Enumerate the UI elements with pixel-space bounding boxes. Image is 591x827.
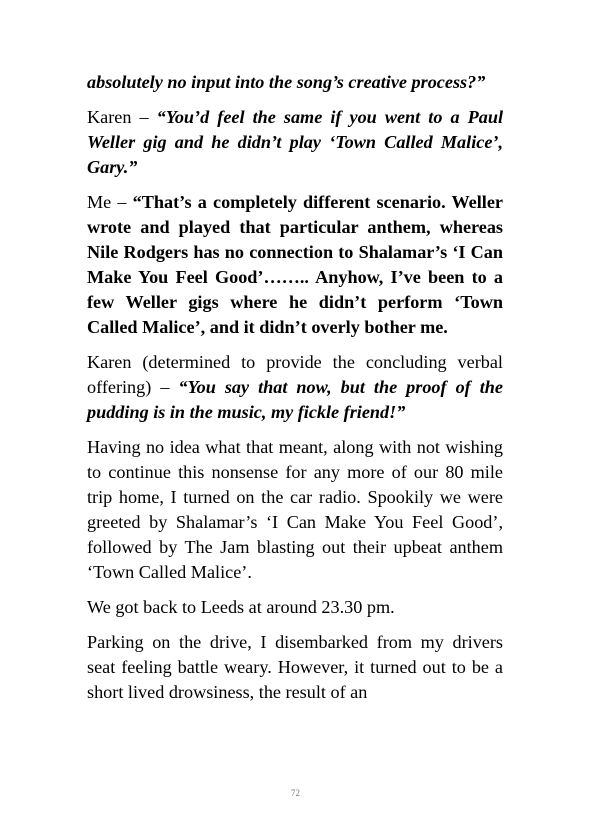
quote-text: “That’s a completely different scenario. Weller wrote and played that particular anthem, whereas Nile Rodgers has no connection to Shalamar’s ‘I Can Make You Feel Good’…….. Anyhow, I’ve been to a few Weller gigs where he didn’t perform ‘Town Called Malice’, and it didn’t overly bother me. [87,192,504,337]
body-text: Having no idea what that meant, along with not wishing to continue this nonsense for any more of our 80 mile trip home, I turned on the car radio. Spookily we were greeted by Shalamar’s ‘I Can Make You Feel Good’, followed by The Jam blasting out their upbeat anthem ‘Town Called Malice’. [87,437,503,582]
paragraph-quote-continuation [87,70,503,95]
document-body [87,70,503,705]
paragraph-narration-radio [87,435,503,585]
paragraph-narration-arrival [87,595,503,620]
body-text: We got back to Leeds at around 23.30 pm. [87,597,395,617]
page-number: 72 [291,788,300,798]
paragraph-narration-parking [87,630,503,705]
speaker-label: Me – [87,192,133,212]
quote-text: “You say that now, but the proof of the pudding is in the music, my fickle friend!” [87,377,503,422]
paragraph-karen-reply [87,105,503,180]
speaker-label: Karen – [87,107,157,127]
paragraph-me-reply [87,190,503,340]
speaker-label: Karen (determined to provide the concluding verbal offering) – [87,352,503,397]
body-text: Parking on the drive, I disembarked from my drivers seat feeling battle weary. However, it turned out to be a short lived drowsiness, the result of an [87,632,503,702]
quote-text: absolutely no input into the song’s creative process?” [87,72,486,92]
paragraph-karen-conclusion [87,350,503,425]
quote-text: “You’d feel the same if you went to a Paul Weller gig and he didn’t play ‘Town Called Malice’, Gary.” [87,107,503,177]
